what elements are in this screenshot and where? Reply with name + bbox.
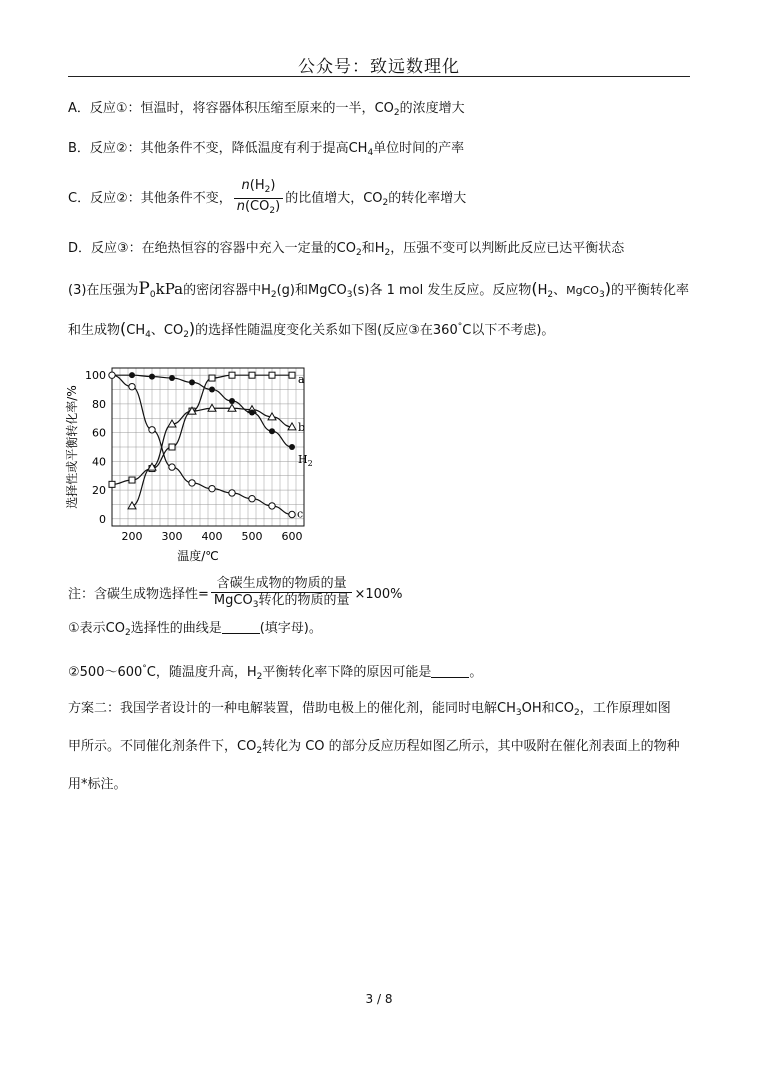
- option-a-text2: 的浓度增大: [399, 101, 465, 116]
- ratio-fraction: [234, 178, 283, 219]
- p0-symbol: P: [138, 279, 150, 299]
- point-a: [209, 375, 215, 381]
- x-tick-label: 200: [121, 530, 143, 543]
- x-tick-label: 400: [201, 530, 223, 543]
- point-H: [149, 374, 155, 380]
- answer-blank-i[interactable]: [222, 621, 260, 634]
- option-a-sub: 2: [393, 108, 400, 118]
- point-H: [269, 428, 275, 434]
- y-tick-label: 0: [99, 512, 106, 526]
- point-a: [249, 372, 255, 378]
- series-label-c: c: [297, 507, 304, 521]
- option-b-chem: CH: [348, 141, 368, 156]
- option-c-text1: 反应②：其他条件不变，: [90, 191, 232, 206]
- y-tick-label: 60: [92, 426, 106, 440]
- question-i: ①表示$CO_2$选择性的曲线是 (填字母)。: [68, 621, 322, 638]
- point-H: [209, 387, 215, 393]
- scheme2-line2: 甲所示。不同催化剂条件下，$CO_2$转化为 CO 的部分反应历程如图乙所示，其中吸附在催化剂表面上的物种: [68, 739, 680, 756]
- option-c-sub: 2: [382, 198, 389, 208]
- y-axis-label: 选择性或平衡转化率/%: [65, 385, 79, 509]
- point-c: [289, 511, 295, 517]
- option-d-text2: ，压强不变可以判断此反应已达平衡状态: [390, 241, 625, 256]
- option-c-text3: 的转化率增大: [388, 191, 467, 206]
- y-tick-label: 20: [92, 484, 106, 498]
- point-c: [149, 427, 155, 433]
- ratio-denominator: $n(CO_2)$: [236, 199, 281, 216]
- option-b-text1: 反应②：其他条件不变，降低温度有利于提高: [89, 141, 349, 156]
- option-b: [68, 140, 464, 162]
- ratio-numerator: $n(H_2)$: [234, 178, 283, 199]
- point-H: [189, 379, 195, 385]
- option-d: D．反应③：在绝热恒容的容器中充入一定量的$CO_2$和$H_2$，压强不变可以判断此反应已达平衡状态: [68, 241, 625, 258]
- answer-blank-ii[interactable]: [431, 665, 469, 678]
- x-axis-label: 温度/℃: [177, 549, 219, 563]
- point-a: [289, 372, 295, 378]
- point-H: [229, 398, 235, 404]
- point-H: [169, 375, 175, 381]
- point-c: [229, 490, 235, 496]
- point-a: [129, 477, 135, 483]
- x-tick-label: 600: [281, 530, 303, 543]
- option-d-text1: 反应③：在绝热恒容的容器中充入一定量的: [91, 241, 337, 256]
- option-b-sub: 4: [367, 148, 374, 158]
- option-b-label: B．: [68, 141, 90, 156]
- point-c: [129, 383, 135, 389]
- point-a: [229, 372, 235, 378]
- point-H: [249, 410, 255, 416]
- point-c: [209, 485, 215, 491]
- y-tick-label: 80: [92, 397, 106, 411]
- option-a-label: A．: [68, 101, 90, 116]
- selectivity-note: 注：含碳生成物选择性= $\frac{\text{含碳生成物的物质的量}}{MgCO_3转化的物质的量}$ ×100%: [68, 576, 403, 613]
- conversion-selectivity-chart: [62, 362, 322, 572]
- point-H: [129, 372, 135, 378]
- point-c: [169, 464, 175, 470]
- y-tick-label: 100: [85, 369, 106, 383]
- point-c: [109, 372, 115, 378]
- series-label-b: b: [298, 420, 306, 434]
- point-a: [269, 372, 275, 378]
- page-header: [68, 52, 690, 77]
- x-tick-label: 300: [161, 530, 183, 543]
- option-c-label: C．: [68, 191, 91, 206]
- series-label-H: $H_2$: [298, 453, 313, 468]
- x-tick-label: 500: [241, 530, 263, 543]
- page-number: 3 / 8: [365, 992, 393, 1006]
- series-line-H: [112, 375, 292, 447]
- series-line-a: [112, 375, 292, 484]
- option-a-text1: 反应①：恒温时，将容器体积压缩至原来的一半，: [89, 101, 375, 116]
- option-b-text2: 单位时间的产率: [373, 141, 465, 156]
- scheme2-line3: 用*标注。: [68, 777, 127, 792]
- option-a-chem: CO: [374, 101, 394, 116]
- point-c: [189, 480, 195, 486]
- point-a: [109, 481, 115, 487]
- note-fraction: $\frac{\text{含碳生成物的物质的量}}{MgCO_3转化的物质的量}$: [211, 576, 353, 613]
- option-d-label: D．: [68, 241, 92, 256]
- header-title: 公众号：致远数理化: [298, 57, 460, 77]
- option-c-text2: 的比值增大，: [285, 191, 364, 206]
- question-ii: ②500～600°C，随温度升高，$H_2$平衡转化率下降的原因可能是 。: [68, 664, 483, 682]
- option-a: [68, 100, 465, 122]
- scheme2-line1: 方案二：我国学者设计的一种电解装置，借助电极上的催化剂，能同时电解$CH_3OH$和$CO_2$，工作原理如图: [68, 701, 671, 718]
- q3-line2: 和生成物($CH_4$、$CO_2$)的选择性随温度变化关系如下图(反应③在360°C以下不考虑)。: [68, 319, 555, 340]
- option-c-chem: CO: [363, 191, 383, 206]
- point-a: [169, 444, 175, 450]
- point-H: [289, 444, 295, 450]
- series-label-a: a: [298, 373, 305, 387]
- point-c: [269, 503, 275, 509]
- option-c: [68, 178, 466, 219]
- y-tick-label: 40: [92, 455, 106, 469]
- point-c: [249, 496, 255, 502]
- q3-line1: (3)在压强为$P_0kPa$的密闭容器中$H_2(g)$和MgCO$_3$(s)各 1 mol 发生反应。反应物($H_2$、MgCO$_3$)的平衡转化率: [68, 279, 689, 300]
